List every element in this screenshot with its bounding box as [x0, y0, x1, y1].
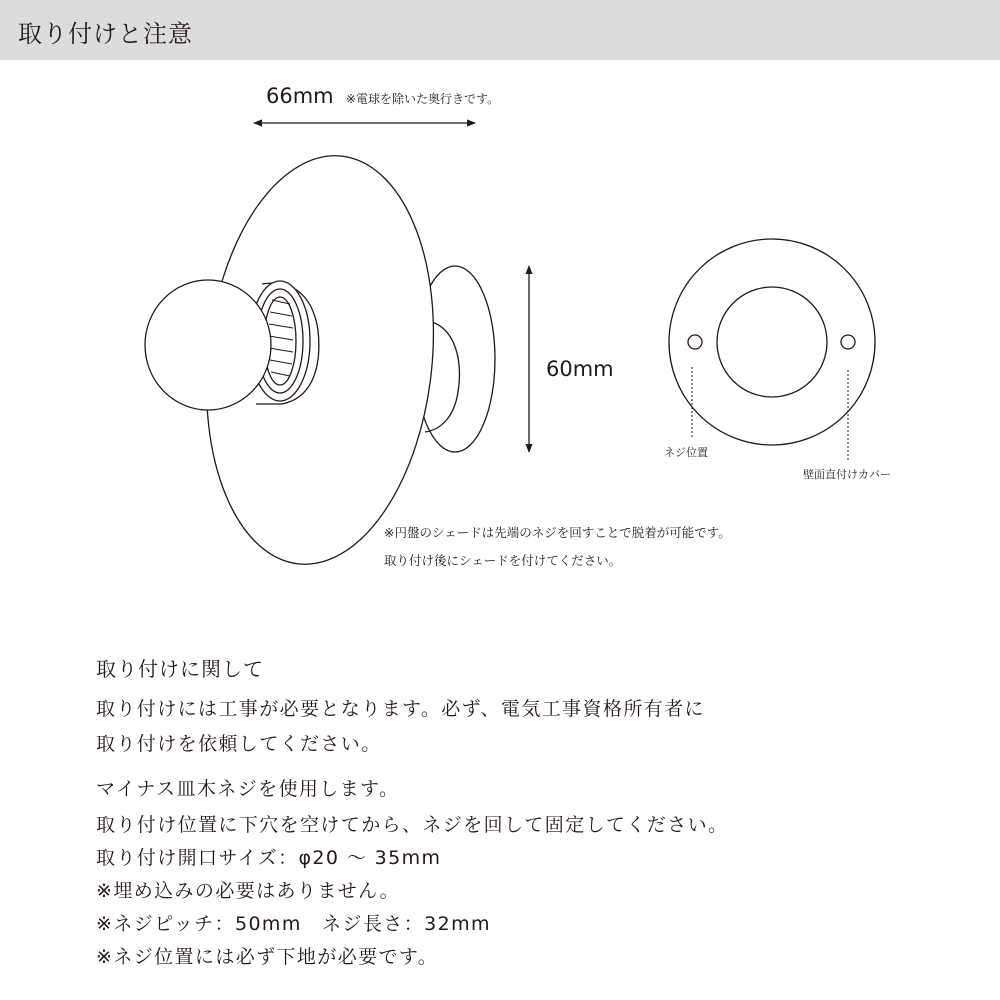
installation-text-line: 取り付けを依頼してください。 — [96, 733, 382, 755]
installation-text-line: 取り付け開口サイズ：φ20 〜 35mm — [96, 847, 442, 869]
installation-text-line: ※埋め込みの必要はありません。 — [96, 880, 401, 902]
lamp-diagram — [0, 60, 1000, 580]
height-dimension-label: 60mm — [546, 357, 614, 381]
installation-text-line: ※ネジピッチ：50mm ネジ長さ：32mm — [96, 913, 491, 935]
width-dimension-note: ※電球を除いた奥行きです。 — [346, 92, 500, 106]
bulb — [145, 280, 271, 410]
page-title: 取り付けと注意 — [18, 20, 193, 48]
screw-position-label: ネジ位置 — [664, 446, 708, 459]
wall-cover-label: 壁面直付けカバー — [803, 468, 891, 481]
width-dimension-label: 66mm — [266, 84, 334, 108]
wall-cover-front-view — [669, 239, 875, 445]
installation-text-line: ※ネジ位置には必ず下地が必要です。 — [96, 946, 439, 968]
installation-text-line: 取り付けには工事が必要となります。必ず、電気工事資格所有者に — [96, 698, 705, 720]
installation-text-line: マイナス皿木ネジを使用します。 — [96, 778, 400, 800]
shade-note-line-1: ※円盤のシェードは先端のネジを回すことで脱着が可能です。 — [384, 525, 731, 540]
shade-note-line-2: 取り付け後にシェードを付けてください。 — [384, 553, 622, 568]
installation-text-line: 取り付け位置に下穴を空けてから、ネジを回して固定してください。 — [96, 814, 729, 836]
installation-section-title: 取り付けに関して — [96, 657, 264, 681]
header-bar — [0, 0, 1000, 60]
